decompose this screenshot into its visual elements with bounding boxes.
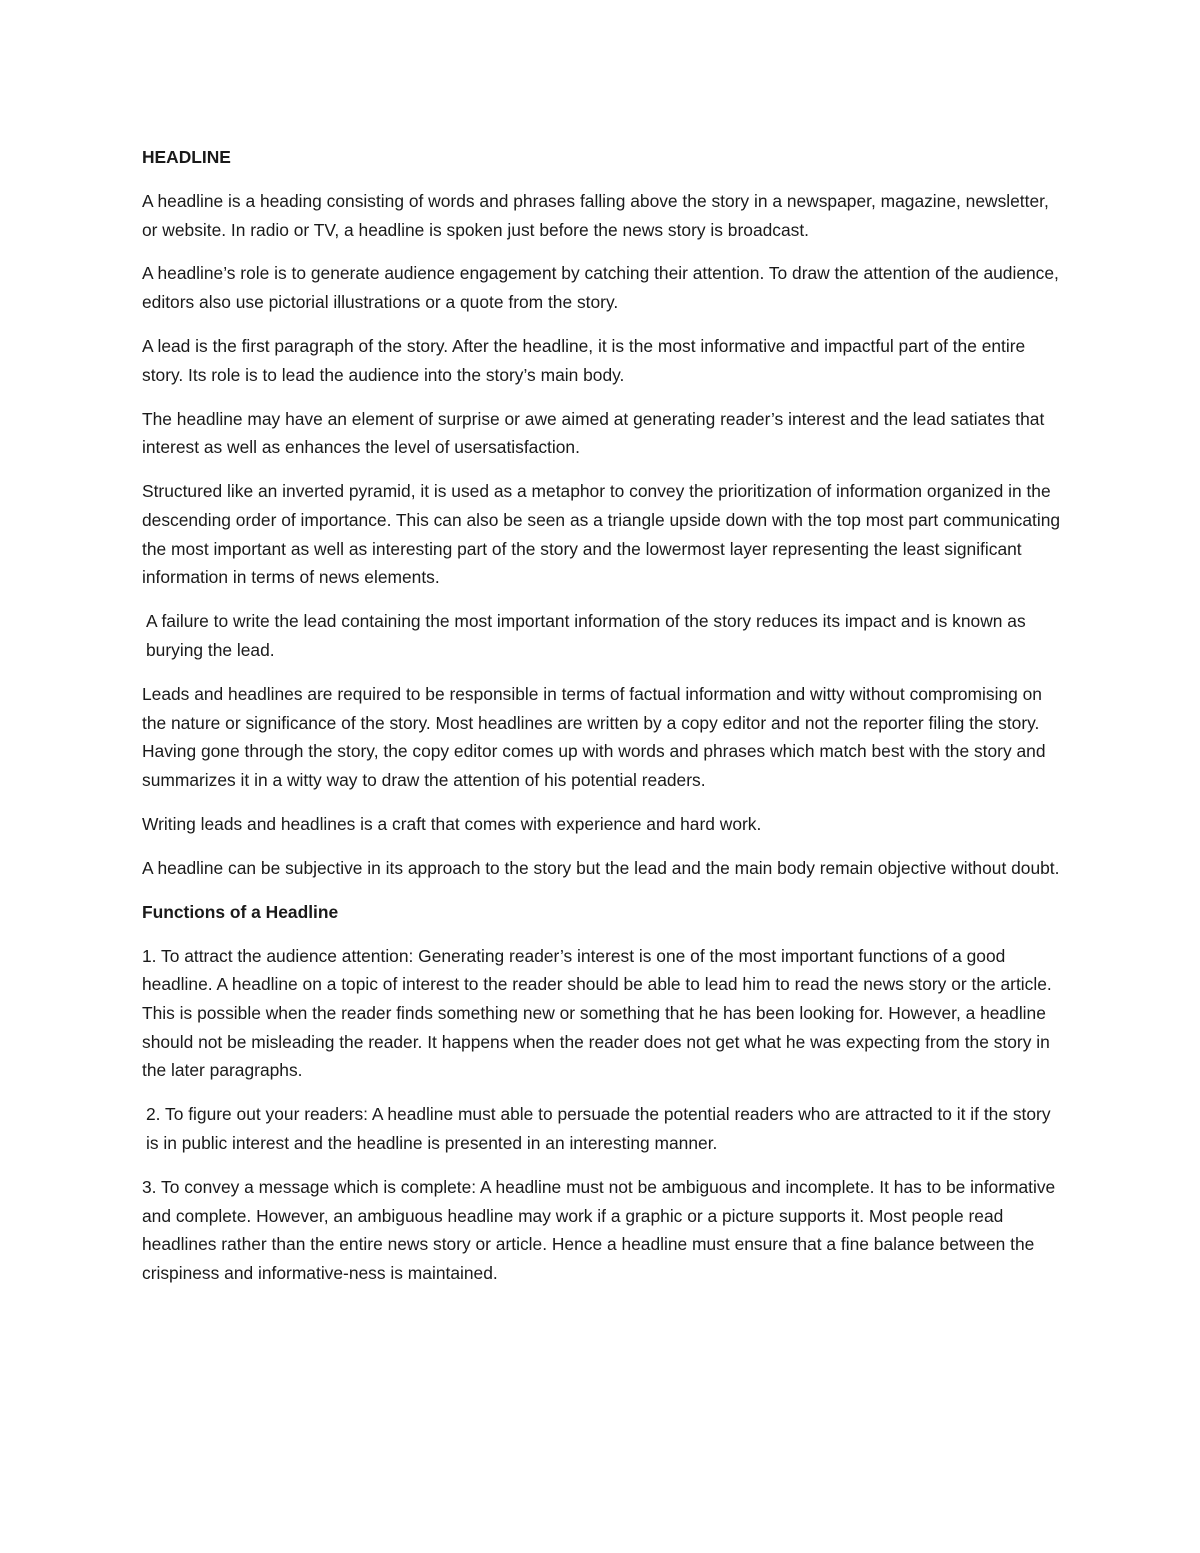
section-heading-functions: Functions of a Headline: [142, 901, 339, 922]
paragraph-surprise-element: The headline may have an element of surprise or awe aimed at generating reader’s interest and the lead satiates that interest as well as enhances the level of usersatisfaction.: [142, 408, 1045, 458]
paragraph-craft: Writing leads and headlines is a craft that comes with experience and hard work.: [142, 813, 762, 834]
paragraph-subjective: A headline can be subjective in its approach to the story but the lead and the main body remain objective without doubt.: [142, 857, 1060, 878]
document-body: [142, 143, 1062, 1303]
paragraph-headline-role: A headline’s role is to generate audience engagement by catching their attention. To draw the attention of the audience, editors also use pictorial illustrations or a quote from the story.: [142, 263, 1059, 313]
paragraph-lead-definition: A lead is the first paragraph of the story. After the headline, it is the most informative and impactful part of the entire story. Its role is to lead the audience into the story’s main body.: [142, 336, 1026, 385]
paragraph-burying-lead: A failure to write the lead containing the most important information of the story reduces its impact and is known as burying the lead.: [146, 611, 1026, 660]
function-item-attract: 1. To attract the audience attention: Generating reader’s interest is one of the most important functions of a good headline. A headline on a topic of interest to the reader should be able to lead him to read the news story or the article. This is possible when the reader finds something new or something that he has been looking for. However, a headline should not be misleading the reader. It happens when the reader does not get what he was expecting from the story in the later paragraphs.: [142, 945, 1052, 1081]
paragraph-responsibility: Leads and headlines are required to be responsible in terms of factual information and witty without compromising on the nature or significance of the story. Most headlines are written by a copy editor and not the reporter filing the story. Having gone through the story, the copy editor comes up with words and phrases which match best with the story and summarizes it in a witty way to draw the attention of his potential readers.: [142, 683, 1046, 790]
paragraph-inverted-pyramid: Structured like an inverted pyramid, it is used as a metaphor to convey the prioritization of information organized in the descending order of importance. This can also be seen as a triangle upside down with the top most part communicating the most important as well as interesting part of the story and the lowermost layer representing the least significant information in terms of news elements.: [142, 481, 1061, 588]
function-item-convey: 3. To convey a message which is complete: A headline must not be ambiguous and incomplete. It has to be informative and complete. However, an ambiguous headline may work if a graphic or a picture supports it. Most people read headlines rather than the entire news story or article. Hence a headline must ensure that a fine balance between the crispiness and informative-ness is maintained.: [142, 1176, 1056, 1283]
paragraph-headline-definition: A headline is a heading consisting of words and phrases falling above the story in a newspaper, magazine, newsletter, or website. In radio or TV, a headline is spoken just before the news story is broadcast.: [142, 190, 1049, 240]
document-title: HEADLINE: [142, 147, 231, 167]
function-item-figure-out: 2. To figure out your readers: A headline must able to persuade the potential readers who are attracted to it if the story is in public interest and the headline is presented in an interesting manner.: [146, 1104, 1051, 1153]
